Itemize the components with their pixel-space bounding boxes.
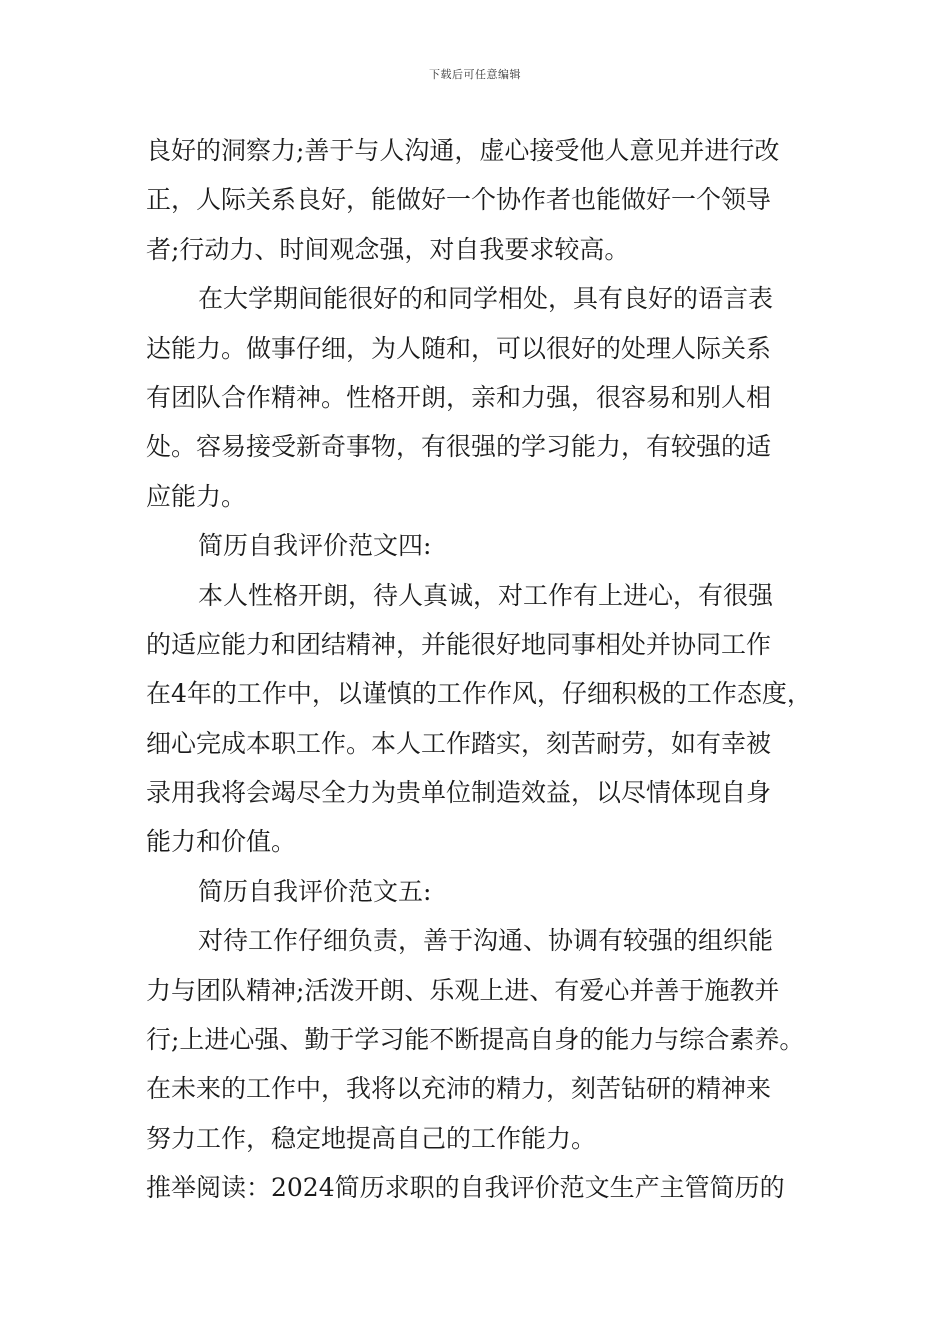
text-line: 的适应能力和团结精神，并能很好地同事相处并协同工作 <box>146 629 772 659</box>
section-heading: 简历自我评价范文五: <box>198 876 432 906</box>
text-line: 能力和价值。 <box>146 827 297 857</box>
text-line: 努力工作，稳定地提高自己的工作能力。 <box>146 1123 597 1153</box>
page-header: 下载后可任意编辑 <box>429 68 521 81</box>
text-line: 在4年的工作中，以谨慎的工作作风，仔细积极的工作态度， <box>146 679 812 709</box>
text-line: 力与团队精神;活泼开朗、乐观上进、有爱心并善于施教并 <box>146 975 780 1005</box>
document-body <box>146 126 836 1213</box>
text-line: 应能力。 <box>146 481 247 511</box>
text-line: 正，人际关系良好，能做好一个协作者也能做好一个领导 <box>146 185 772 215</box>
text-line: 行;上进心强、勤于学习能不断提高自身的能力与综合素养。 <box>146 1025 805 1055</box>
text-line: 处。容易接受新奇事物，有很强的学习能力，有较强的适 <box>146 432 772 462</box>
text-line: 达能力。做事仔细，为人随和，可以很好的处理人际关系 <box>146 333 772 363</box>
paragraph-start-line: 在大学期间能很好的和同学相处，具有良好的语言表 <box>198 284 774 314</box>
text-line: 有团队合作精神。性格开朗，亲和力强，很容易和别人相 <box>146 382 772 412</box>
text-line: 细心完成本职工作。本人工作踏实，刻苦耐劳，如有幸被 <box>146 728 772 758</box>
section-heading: 简历自我评价范文四: <box>198 531 432 561</box>
text-line: 在未来的工作中，我将以充沛的精力，刻苦钻研的精神来 <box>146 1074 772 1104</box>
text-line: 录用我将会竭尽全力为贵单位制造效益，以尽情体现自身 <box>146 778 772 808</box>
text-line: 良好的洞察力;善于与人沟通，虚心接受他人意见并进行改 <box>146 136 780 165</box>
text-line: 者;行动力、时间观念强，对自我要求较高。 <box>146 234 630 264</box>
paragraph-start-line: 对待工作仔细负责，善于沟通、协调有较强的组织能 <box>198 926 774 956</box>
paragraph-start-line: 本人性格开朗，待人真诚，对工作有上进心，有很强 <box>198 580 774 610</box>
recommended-reading-line: 推举阅读：2024简历求职的自我评价范文生产主管简历的 <box>146 1173 785 1203</box>
